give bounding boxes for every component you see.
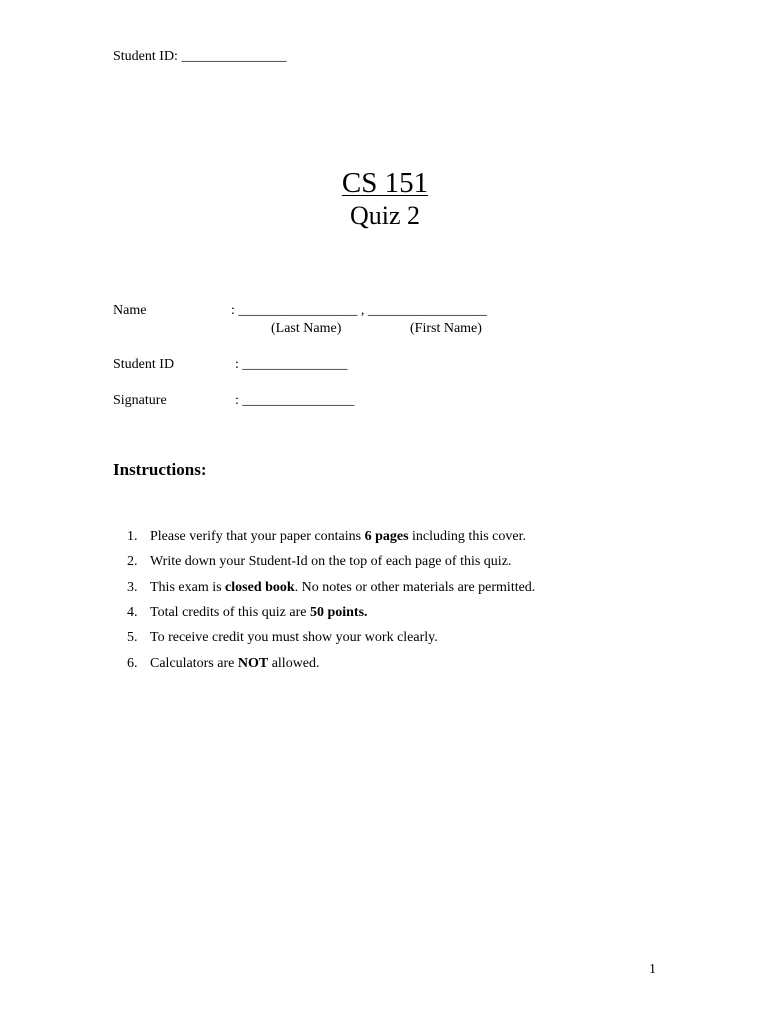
list-item-number: 4.	[127, 605, 138, 620]
student-id-field: : _______________	[235, 357, 348, 372]
list-item-emphasis: 6 pages	[364, 529, 409, 544]
list-item-text: Total credits of this quiz are	[150, 605, 310, 620]
instructions-heading: Instructions:	[113, 460, 207, 479]
list-item-text: Write down your Student-Id on the top of each page of this quiz.	[150, 554, 512, 569]
list-item-emphasis: closed book	[225, 580, 295, 595]
header-student-id: Student ID: _______________	[113, 49, 287, 64]
student-id-label: Student ID	[113, 357, 175, 372]
list-item-number: 6.	[127, 656, 138, 671]
list-item-emphasis: NOT	[237, 656, 269, 671]
list-item-text-tail: including this cover.	[408, 529, 526, 544]
list-item-emphasis: 50 points.	[309, 605, 368, 620]
first-name-caption: (First Name)	[410, 321, 482, 336]
last-name-caption: (Last Name)	[271, 321, 342, 336]
list-item-text: Please verify that your paper contains	[150, 529, 365, 544]
page-number: 1	[649, 962, 656, 977]
quiz-title: Quiz 2	[349, 201, 421, 230]
list-item-number: 5.	[127, 630, 138, 645]
signature-field: : ________________	[235, 393, 355, 408]
name-label: Name	[113, 303, 147, 318]
list-item-text: This exam is	[150, 580, 226, 595]
list-item-text: To receive credit you must show your work clearly.	[150, 630, 438, 645]
list-item-number: 3.	[127, 580, 138, 595]
list-item-number: 2.	[127, 554, 138, 569]
list-item	[113, 638, 320, 689]
list-item-text: Calculators are	[150, 656, 238, 671]
list-item-text-tail: . No notes or other materials are permitted.	[294, 580, 536, 595]
list-item-number: 1.	[127, 529, 138, 544]
list-item-text-tail: allowed.	[268, 656, 320, 671]
course-title: CS 151	[341, 167, 429, 199]
name-fields: : _________________ , _________________	[231, 303, 487, 318]
title-block	[0, 166, 770, 232]
signature-label: Signature	[113, 393, 167, 408]
